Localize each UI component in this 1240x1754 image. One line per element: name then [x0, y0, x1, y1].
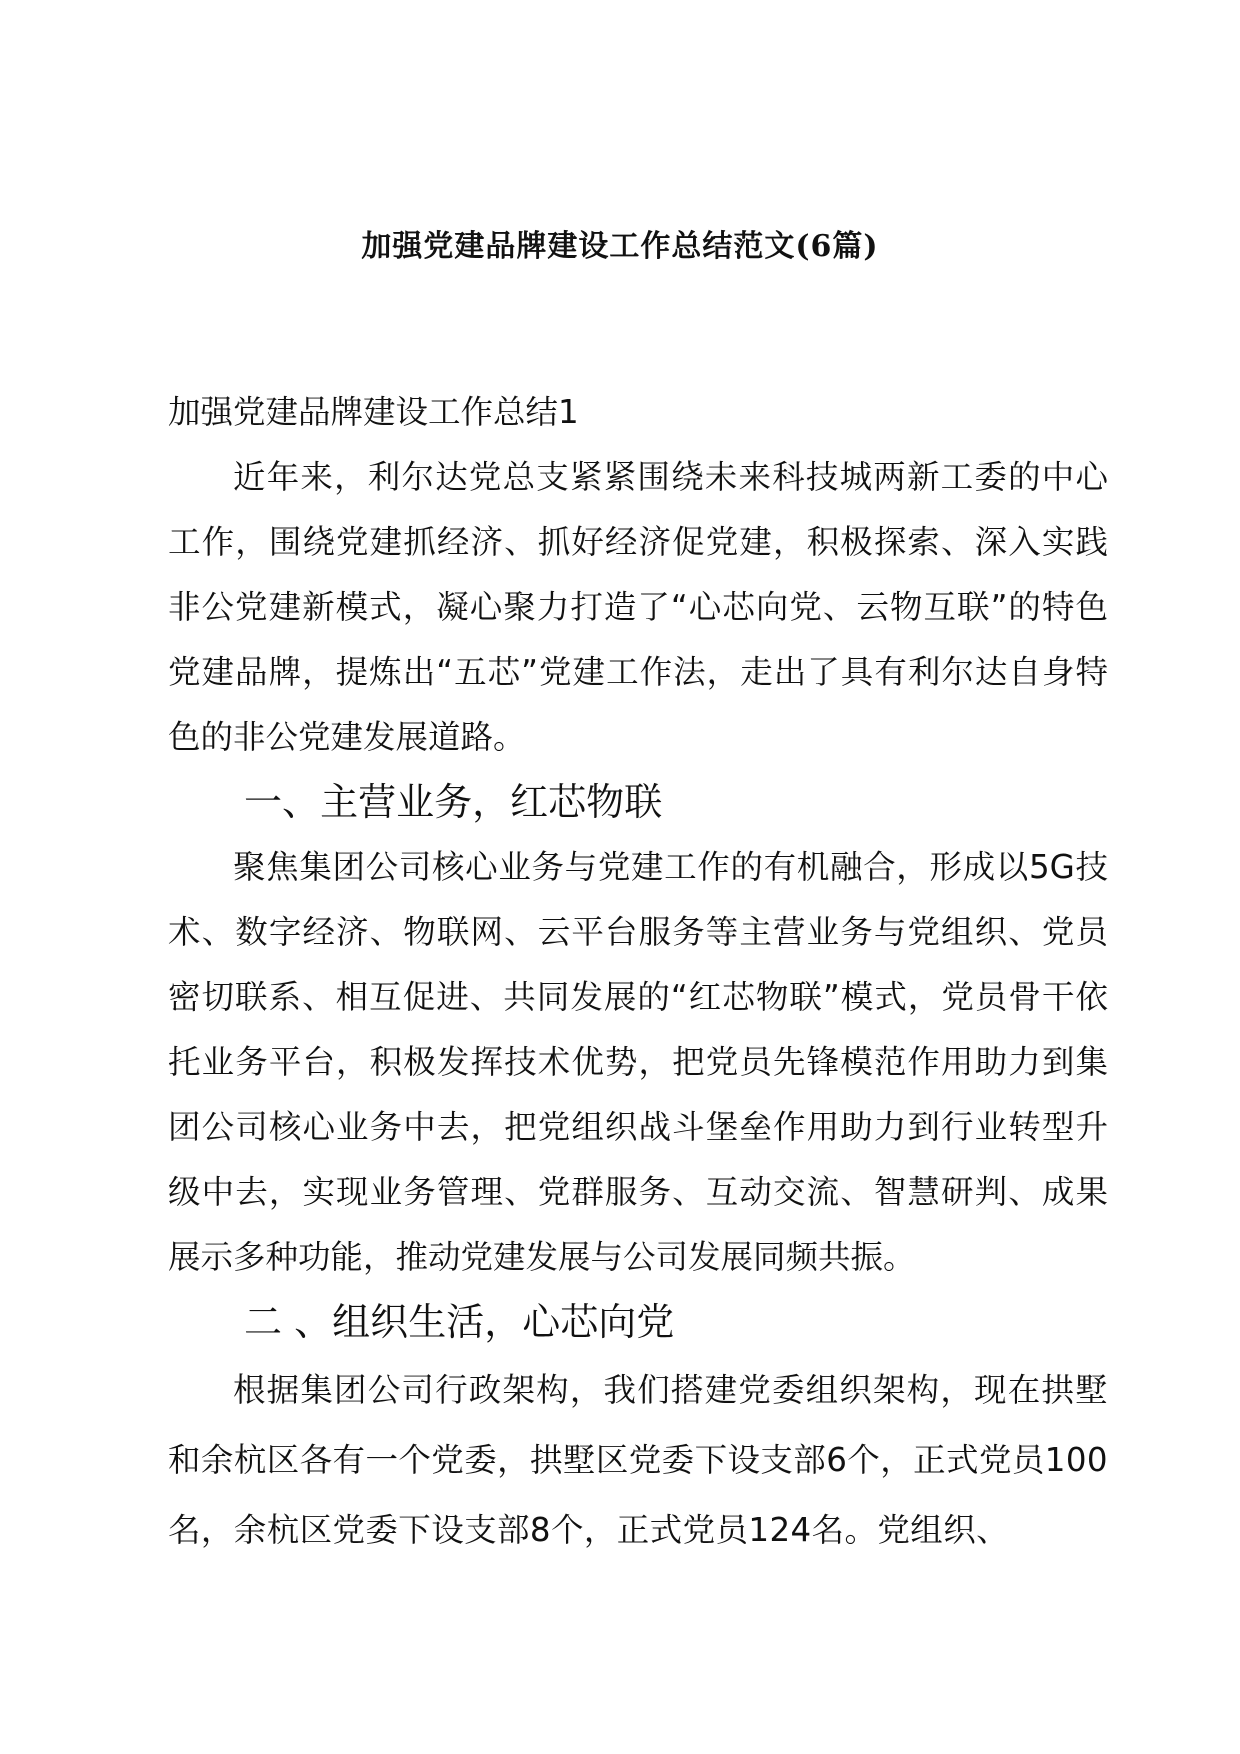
document-title: 加强党建品牌建设工作总结范文(6篇): [361, 229, 879, 264]
heading-organization-life: 二 、组织生活，心芯向党: [244, 1300, 675, 1344]
main-business-paragraph: 聚焦集团公司核心业务与党建工作的有机融合，形成以5G技术、数字经济、物联网、云平台服务等主营业务与党组织、党员密切联系、相互促进、共同发展的“红芯物联”模式，党员骨干依托业务平台，积极发挥技术优势，把党员先锋模范作用助力到集团公司核心业务中去，把党组织战斗堡垒作用助力到行业转型升级中去，实现业务管理、党群服务、互动交流、智慧研判、成果展示多种功能，推动党建发展与公司发展同频共振。: [168, 848, 1108, 1276]
intro-paragraph: 近年来，利尔达党总支紧紧围绕未来科技城两新工委的中心工作，围绕党建抓经济、抓好经济促党建，积极探索、深入实践非公党建新模式，凝心聚力打造了“心芯向党、云物互联”的特色党建品牌，提炼出“五芯”党建工作法，走出了具有利尔达自身特色的非公党建发展道路。: [168, 458, 1108, 756]
organization-life-paragraph: 根据集团公司行政架构，我们搭建党委组织架构，现在拱墅和余杭区各有一个党委，拱墅区党委下设支部6个，正式党员100名，余杭区党委下设支部8个，正式党员124名。党组织、: [168, 1371, 1108, 1549]
section-title: 加强党建品牌建设工作总结1: [168, 393, 579, 431]
document-body: [168, 380, 1108, 1565]
heading-main-business: 一、主营业务，红芯物联: [244, 780, 663, 824]
